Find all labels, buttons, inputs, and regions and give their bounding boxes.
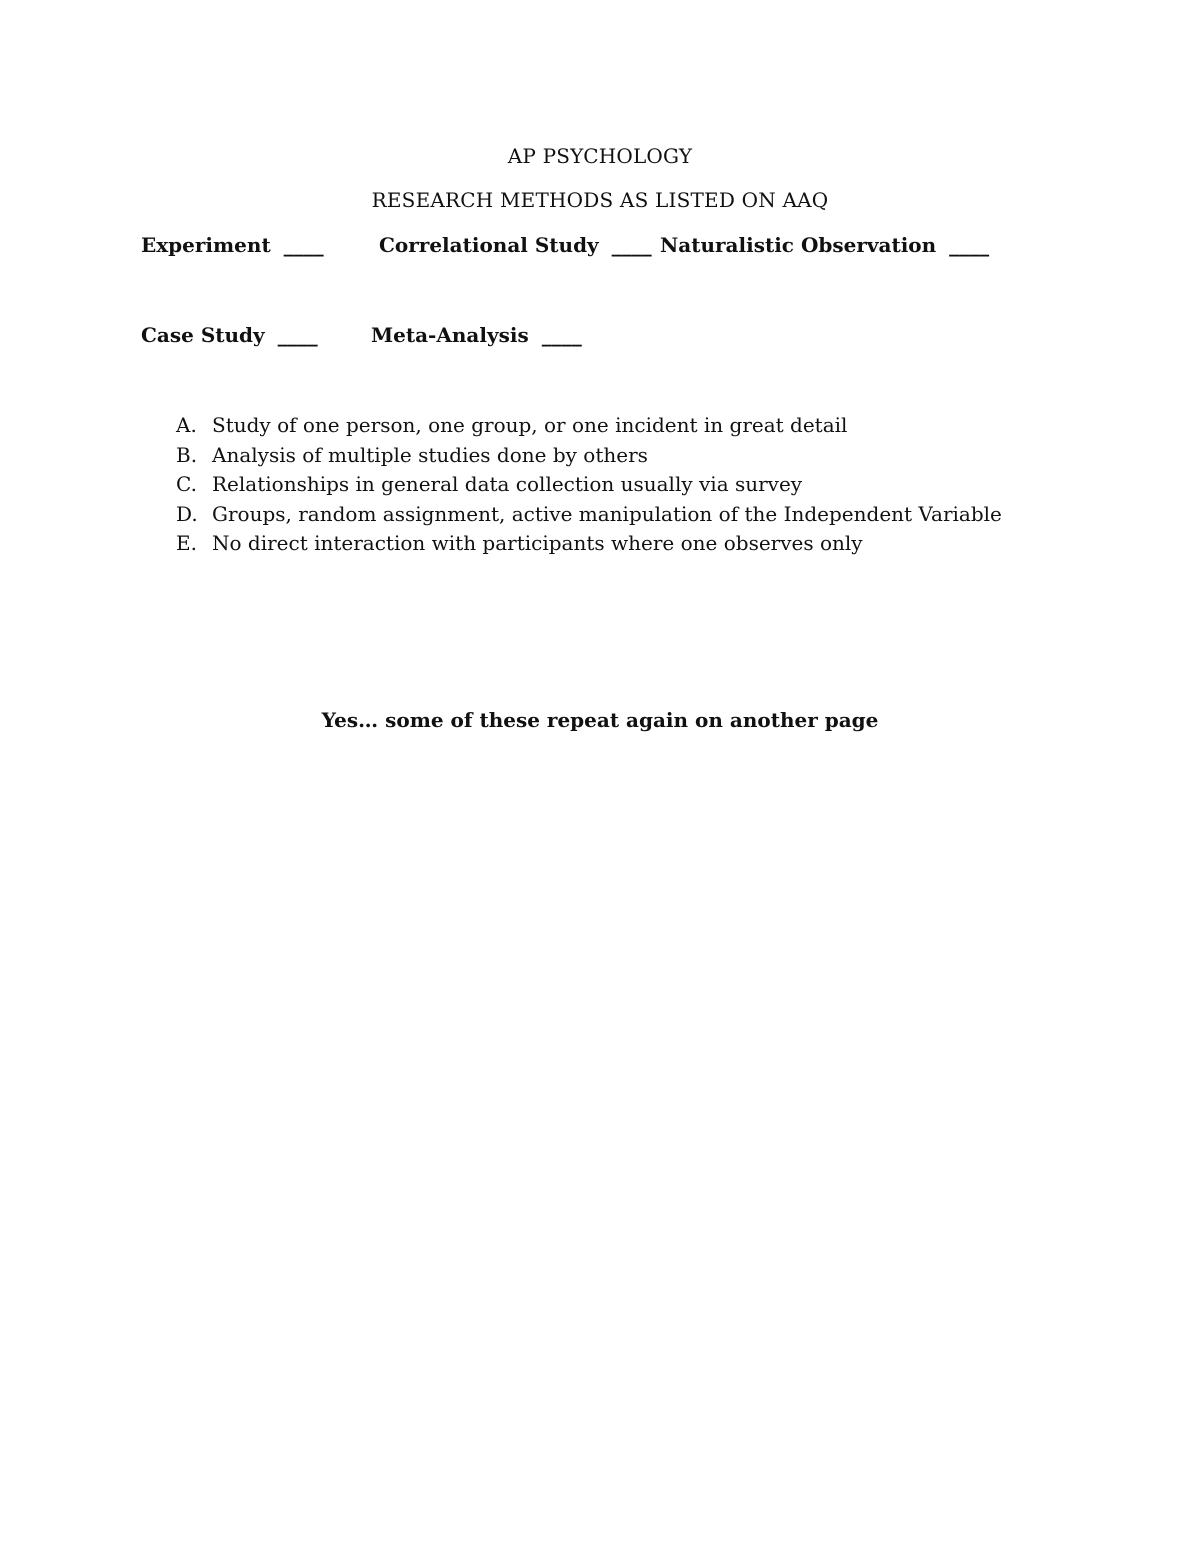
document-subtitle: RESEARCH METHODS AS LISTED ON AAQ xyxy=(371,188,829,212)
definitions-list xyxy=(176,411,1002,559)
terms-row-2 xyxy=(0,323,1200,353)
term-correlational-study xyxy=(379,233,652,257)
document-title: AP PSYCHOLOGY xyxy=(507,144,693,168)
definition-item-a xyxy=(176,411,1002,441)
answer-blank: ____ xyxy=(541,323,582,347)
term-experiment xyxy=(141,233,324,257)
term-label: Experiment xyxy=(141,233,271,257)
term-label: Naturalistic Observation xyxy=(660,233,937,257)
definition-letter: A. xyxy=(176,413,197,437)
answer-blank: ____ xyxy=(283,233,324,257)
term-label: Correlational Study xyxy=(379,233,599,257)
answer-blank: ____ xyxy=(611,233,652,257)
definition-item-b xyxy=(176,441,1002,471)
definition-letter: E. xyxy=(176,531,197,555)
answer-blank: ____ xyxy=(949,233,990,257)
definition-item-c xyxy=(176,470,1002,500)
definition-letter: C. xyxy=(176,472,197,496)
term-label: Meta-Analysis xyxy=(371,323,529,347)
terms-row-1 xyxy=(0,233,1200,263)
term-naturalistic-observation xyxy=(660,233,989,257)
term-meta-analysis xyxy=(371,323,582,347)
answer-blank: ____ xyxy=(277,323,318,347)
definition-text: Groups, random assignment, active manipulation of the Independent Variable xyxy=(212,501,1002,526)
definition-text: Analysis of multiple studies done by others xyxy=(212,442,648,467)
term-case-study xyxy=(141,323,318,347)
definition-text: No direct interaction with participants where one observes only xyxy=(212,531,863,555)
definition-letter: B. xyxy=(176,442,198,467)
definition-item-e xyxy=(176,529,1002,559)
definition-text: Study of one person, one group, or one incident in great detail xyxy=(212,413,848,437)
definition-item-d xyxy=(176,500,1002,530)
term-label: Case Study xyxy=(141,323,265,347)
definition-text: Relationships in general data collection usually via survey xyxy=(212,472,803,496)
footer-note: Yes… some of these repeat again on another page xyxy=(321,708,879,732)
definition-letter: D. xyxy=(176,501,198,526)
